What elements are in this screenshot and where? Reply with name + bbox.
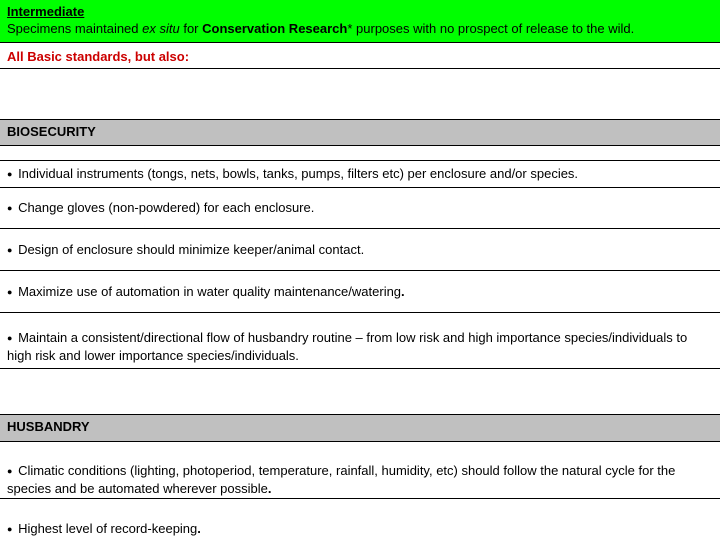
- list-item-text: Maximize use of automation in water quality maintenance/watering: [18, 283, 402, 299]
- list-item: [0, 313, 720, 369]
- bullet-icon: ●: [7, 244, 13, 255]
- bullet-icon: ●: [7, 169, 13, 179]
- description-italic: ex situ: [142, 21, 180, 36]
- list-item: [0, 442, 720, 499]
- description-text: for: [179, 21, 203, 36]
- description-text: Specimens maintained: [7, 21, 143, 36]
- list-item-text: Individual instruments (tongs, nets, bowls, tanks, pumps, filters etc) per enclosure and/or species.: [18, 166, 579, 181]
- bullet-icon: ●: [7, 524, 13, 534]
- period: .: [267, 481, 272, 496]
- blank-row: [0, 146, 720, 161]
- list-item-text: Change gloves (non-powdered) for each enclosure.: [18, 200, 315, 215]
- bullet-icon: ●: [7, 286, 13, 297]
- list-item: [0, 229, 720, 271]
- level-title: Intermediate: [7, 4, 85, 19]
- description-text: * purposes with no prospect of release to the wild.: [347, 21, 635, 36]
- period: .: [401, 283, 405, 299]
- list-item-text: Maintain a consistent/directional flow of husbandry routine – from low risk and high importance species/individuals to high risk and lower importance species/individuals.: [7, 330, 688, 363]
- bullet-icon: ●: [7, 333, 13, 343]
- level-description: [7, 20, 713, 37]
- level-header: [0, 0, 720, 43]
- section-heading-biosecurity: BIOSECURITY: [0, 120, 720, 146]
- list-item: [0, 161, 720, 188]
- list-item-text: Highest level of record-keeping: [18, 521, 198, 536]
- list-item-text: Design of enclosure should minimize keeper/animal contact.: [18, 241, 365, 257]
- list-item: [0, 499, 720, 540]
- basic-standards-note: All Basic standards, but also:: [0, 43, 720, 69]
- list-item: [0, 188, 720, 229]
- bullet-icon: ●: [7, 203, 13, 213]
- list-item-text: Climatic conditions (lighting, photoperiod, temperature, rainfall, humidity, etc) should follow the natural cycle for the species and be automated wherever possible: [7, 463, 676, 496]
- list-item: [0, 271, 720, 313]
- blank-row: [0, 369, 720, 415]
- section-heading-husbandry: HUSBANDRY: [0, 415, 720, 442]
- period: .: [197, 521, 201, 536]
- bullet-icon: ●: [7, 466, 13, 476]
- blank-row: [0, 69, 720, 120]
- description-bold: Conservation Research: [202, 21, 348, 36]
